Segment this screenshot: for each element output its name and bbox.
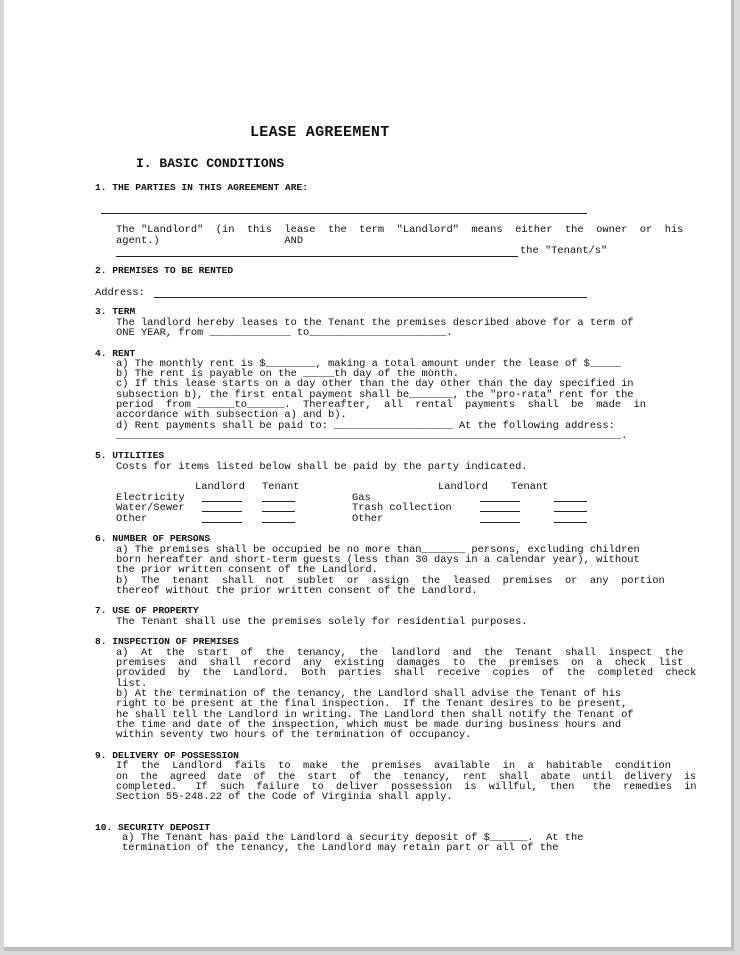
utility-blank [480, 522, 520, 523]
utility-blank [480, 511, 520, 512]
section-2-heading: 2. PREMISES TO BE RENTED [95, 265, 234, 276]
section-8-line-5: b) At the termination of the tenancy, the Landlord shall advise the Tenant of his [116, 688, 622, 700]
section-8-line-7: he shall tell the Landlord in writing. The Landlord then shall notify the Tenant of [116, 709, 634, 721]
address-blank-line [154, 297, 587, 298]
section-9-line-4: Section 55-248.22 of the Code of Virginia shall apply. [116, 791, 453, 803]
section-8-line-1: a) At the start of the tenancy, the landlord and the Tenant shall inspect the [116, 647, 684, 659]
section-10-heading: 10. SECURITY DEPOSIT [95, 822, 211, 833]
utility-blank [262, 522, 295, 523]
section-1-line-1: The "Landlord" (in this lease the term "Landlord" means either the owner or his [116, 224, 684, 236]
utilities-col-landlord-left: Landlord [195, 481, 245, 493]
section-3-line-1: The landlord hereby leases to the Tenant the premises described above for a term of [116, 317, 634, 329]
utility-blank [202, 522, 242, 523]
section-8-line-9: within seventy two hours of the termination of occupancy. [116, 729, 472, 741]
section-9-line-3: completed. If such failure to deliver possession is willful, then the remedies in [116, 781, 697, 793]
utilities-col-tenant-right: Tenant [511, 481, 549, 493]
section-5-line-1: Costs for items listed below shall be paid by the party indicated. [116, 461, 528, 473]
section-4-line-3: c) If this lease starts on a day other than the day other than the day specified in [116, 378, 634, 390]
utility-blank [262, 501, 295, 502]
document-title: LEASE AGREEMENT [250, 124, 390, 141]
section-5-heading: 5. UTILITIES [95, 450, 165, 461]
section-8-line-6: right to be present at the final inspection. If the Tenant desires to be present, [116, 698, 628, 710]
utility-blank [480, 501, 520, 502]
section-6-line-5: thereof without the prior written consent of the Landlord. [116, 585, 478, 597]
section-3-line-2: ONE YEAR, from _____________ to______________________. [116, 327, 453, 339]
section-6-heading: 6. NUMBER OF PERSONS [95, 533, 211, 544]
section-4-line-2: b) The rent is payable on the _____th day of the month. [116, 368, 459, 380]
section-4-heading: 4. RENT [95, 348, 136, 359]
section-1-line-3: the "Tenant/s" [520, 245, 608, 257]
utility-blank [554, 511, 587, 512]
section-8-line-3: provided by the Landlord. Both parties shall receive copies of the completed check [116, 667, 697, 679]
section-4-line-4: subsection b), the first ental payment shall be_______, the "pro-rata" rent for the [116, 389, 634, 401]
section-6-line-3: the prior written consent of the Landlord. [116, 564, 378, 576]
document-page [4, 0, 734, 951]
utility-blank [554, 501, 587, 502]
utility-item-other-left: Other [116, 513, 148, 525]
utility-item-trash: Trash collection [352, 502, 452, 514]
utilities-col-landlord-right: Landlord [438, 481, 488, 493]
utilities-col-tenant-left: Tenant [262, 481, 300, 493]
utility-blank [554, 522, 587, 523]
section-6-line-2: born hereafter and short-term guests (less than 30 days in a calendar year), without [116, 554, 640, 566]
section-9-line-1: If the Landlord fails to make the premises available in a habitable condition [116, 760, 671, 772]
section-title: I. BASIC CONDITIONS [136, 156, 285, 171]
section-3-heading: 3. TERM [95, 306, 136, 317]
utility-item-electricity: Electricity [116, 492, 185, 504]
utility-blank [202, 511, 242, 512]
utility-item-gas: Gas [352, 492, 371, 504]
section-9-heading: 9. DELIVERY OF POSSESSION [95, 750, 239, 761]
section-8-line-8: the time and date of the inspection, which must be made during business hours and [116, 719, 622, 731]
section-4-line-8: _________________________________________________________________________________. [116, 430, 628, 442]
section-6-line-4: b) The tenant shall not sublet or assign the leased premises or any portion [116, 575, 665, 587]
address-label: Address: [95, 287, 145, 299]
utility-item-water-sewer: Water/Sewer [116, 502, 185, 514]
section-10-line-2: termination of the tenancy, the Landlord may retain part or all of the [122, 842, 559, 854]
section-1-heading: 1. THE PARTIES IN THIS AGREEMENT ARE: [95, 182, 309, 193]
section-4-line-6: accordance with subsection a) and b). [116, 409, 347, 421]
section-4-line-5: period from ______to______. Thereafter, all rental payments shall be made in [116, 399, 647, 411]
section-4-line-1: a) The monthly rent is $________, making a total amount under the lease of $_____ [116, 358, 622, 370]
section-8-line-2: premises and shall record any existing damages to the premises on a check list [116, 657, 684, 669]
section-10-line-1: a) The Tenant has paid the Landlord a security deposit of $______. At the [122, 832, 584, 844]
utility-item-other-right: Other [352, 513, 384, 525]
section-9-line-2: on the agreed date of the start of the tenancy, rent shall abate until delivery is [116, 771, 697, 783]
section-8-line-4: list. [116, 678, 148, 690]
utility-blank [202, 501, 242, 502]
section-8-heading: 8. INSPECTION OF PREMISES [95, 636, 239, 647]
section-7-line-1: The Tenant shall use the premises solely for residential purposes. [116, 616, 528, 628]
section-6-line-1: a) The premises shall be occupied be no more than_______ persons, excluding children [116, 544, 640, 556]
section-7-heading: 7. USE OF PROPERTY [95, 605, 199, 616]
utility-blank [262, 511, 295, 512]
section-1-line-2: agent.) AND [116, 235, 304, 247]
tenant-blank-line [116, 256, 518, 257]
section-4-line-7: d) Rent payments shall be paid to: ___________________ At the following address: [116, 420, 615, 432]
party-blank-line [101, 213, 587, 214]
